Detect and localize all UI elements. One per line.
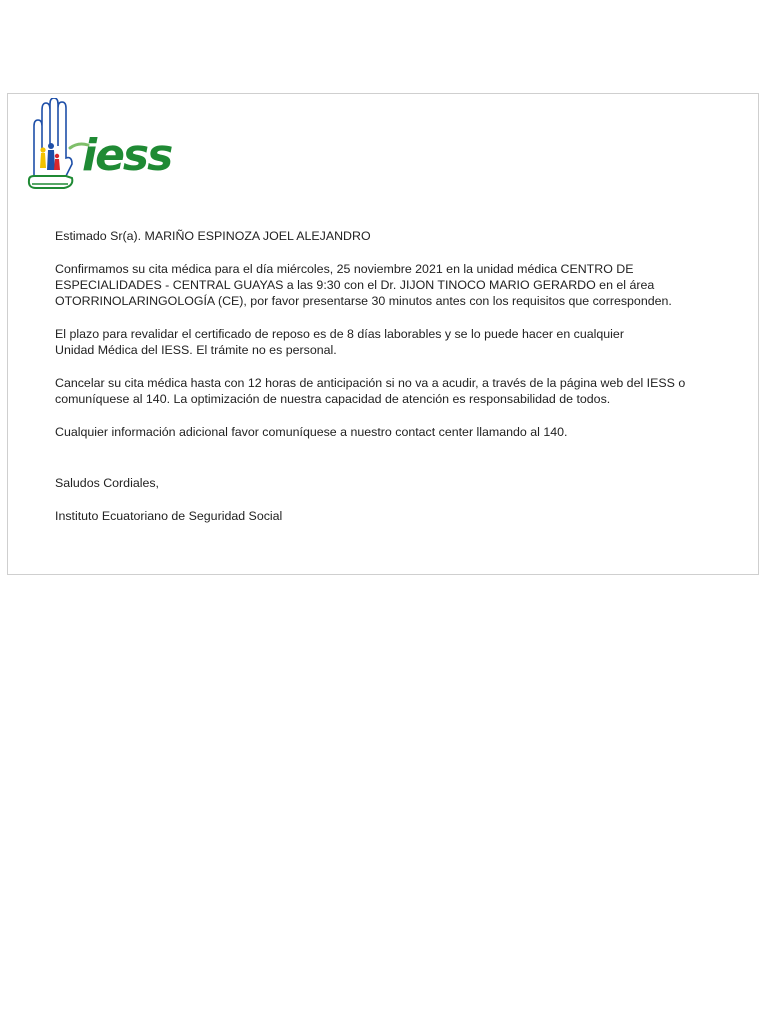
email-body [55, 228, 745, 541]
cancellation-notice: Cancelar su cita médica hasta con 12 horas de anticipación si no va a acudir, a través de la página web del IESS o comuníquese al 140. La optimización de nuestra capacidad de atención es responsabilidad de todos. [55, 376, 686, 406]
contact-info: Cualquier información adicional favor comuníquese a nuestro contact center llamando al 140. [55, 425, 568, 439]
greeting: Estimado Sr(a). MARIÑO ESPINOZA JOEL ALEJANDRO [55, 229, 371, 243]
closing: Saludos Cordiales, [55, 476, 160, 490]
iess-logo-graphic [26, 98, 188, 190]
certificate-notice: El plazo para revalidar el certificado de reposo es de 8 días laborables y se lo puede hacer en cualquier Unidad Médica del IESS. El trámite no es personal. [55, 327, 624, 357]
hand-base-icon [29, 176, 72, 188]
iess-logo [26, 98, 188, 190]
email-card [7, 93, 759, 575]
appointment-confirmation: Confirmamos su cita médica para el día miércoles, 25 noviembre 2021 en la unidad médica CENTRO DE ESPECIALIDADES - CENTRAL GUAYAS a las 9:30 con el Dr. JIJON TINOCO MARIO GERARDO en el área OTORRINOLARINGOLOGÍA (CE), por favor presentarse 30 minutos antes con los requisitos que corresponden. [55, 262, 672, 308]
signature: Instituto Ecuatoriano de Seguridad Social [55, 509, 283, 523]
logo-wordmark: iess [82, 130, 172, 181]
